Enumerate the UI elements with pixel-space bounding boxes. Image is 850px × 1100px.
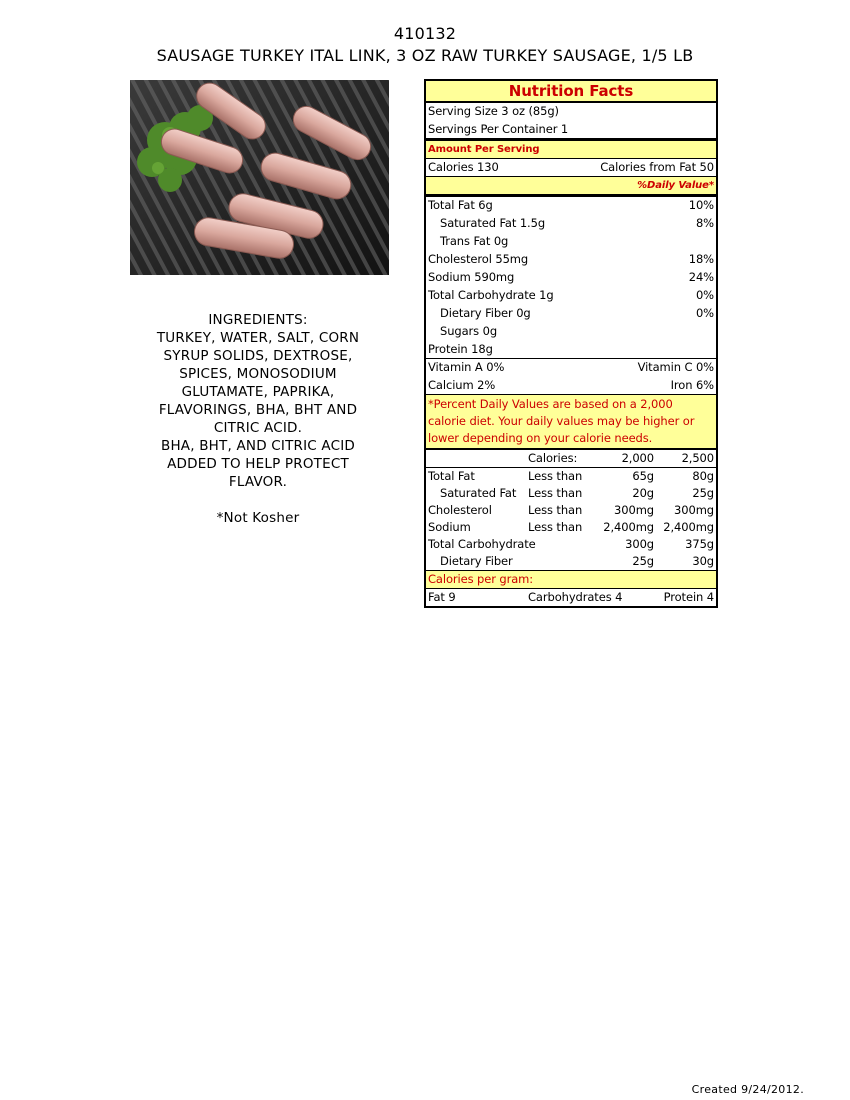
calories-row xyxy=(426,159,716,177)
ingredients-line: ADDED TO HELP PROTECT xyxy=(167,456,349,472)
ingredients-line: SYRUP SOLIDS, DEXTROSE, xyxy=(163,348,353,364)
ingredients-line: FLAVOR. xyxy=(228,474,288,490)
ingredients-line: BHA, BHT, AND CITRIC ACID xyxy=(160,438,356,454)
nutrition-facts-label xyxy=(424,79,718,608)
daily-value-heading: %Daily Value* xyxy=(426,177,716,197)
created-date: Created 9/24/2012. xyxy=(691,1083,804,1096)
minerals-row xyxy=(426,377,716,395)
daily-value-disclaimer: *Percent Daily Values are based on a 2,000 calorie diet. Your daily values may be higher or lower depending on your calorie needs. xyxy=(426,395,716,450)
vitamins-row xyxy=(426,359,716,377)
ingredients-heading: INGREDIENTS: xyxy=(208,312,308,328)
ingredients-line: SPICES, MONOSODIUM xyxy=(179,366,337,382)
ingredients-line: CITRIC ACID. xyxy=(213,420,303,436)
servings-per-container: Servings Per Container 1 xyxy=(426,121,716,141)
reference-row: Dietary Fiber 25g 30g xyxy=(426,553,716,571)
serving-size: Serving Size 3 oz (85g) xyxy=(428,104,559,118)
nutrient-row: Protein 18g xyxy=(426,341,716,359)
reference-row: Total Fat Less than 65g 80g xyxy=(428,469,714,483)
nutrient-row: Trans Fat 0g xyxy=(440,234,509,248)
reference-row: Saturated Fat Less than 20g 25g xyxy=(440,486,714,500)
calories-per-gram-label: Calories per gram: xyxy=(426,571,716,589)
ingredients-block xyxy=(140,311,376,491)
product-title: SAUSAGE TURKEY ITAL LINK, 3 OZ RAW TURKEY SAUSAGE, 1/5 LB xyxy=(156,46,694,65)
vitamin-a: Vitamin A 0% xyxy=(428,360,505,374)
nutrient-row: Cholesterol 55mg 18% xyxy=(428,252,714,266)
calories-from-fat: Calories from Fat 50 xyxy=(600,160,714,174)
reference-row: Cholesterol Less than 300mg 300mg xyxy=(428,503,714,517)
nutrient-row: Total Carbohydrate 1g 0% xyxy=(428,288,714,302)
nutrient-row: Total Fat 6g 10% xyxy=(428,198,714,212)
kosher-note: *Not Kosher xyxy=(216,510,300,526)
product-code: 410132 xyxy=(393,24,457,43)
calcium: Calcium 2% xyxy=(428,378,496,392)
nutrient-row: Sodium 590mg 24% xyxy=(428,270,714,284)
product-photo xyxy=(130,80,389,275)
vitamin-c: Vitamin C 0% xyxy=(637,360,714,374)
iron: Iron 6% xyxy=(670,378,714,392)
reference-header: Calories: 2,000 2,500 xyxy=(426,450,716,468)
nutrition-facts-title: Nutrition Facts xyxy=(426,81,716,103)
ingredients-line: GLUTAMATE, PAPRIKA, xyxy=(181,384,335,400)
reference-row: Total Carbohydrate 300g 375g xyxy=(428,537,714,551)
nutrient-row: Sugars 0g xyxy=(440,324,498,338)
ingredients-line: TURKEY, WATER, SALT, CORN xyxy=(156,330,360,346)
reference-row: Sodium Less than 2,400mg 2,400mg xyxy=(428,520,714,534)
nutrient-row: Dietary Fiber 0g 0% xyxy=(440,306,714,320)
nutrient-row: Saturated Fat 1.5g 8% xyxy=(440,216,714,230)
calories: Calories 130 xyxy=(428,160,499,174)
amount-per-serving: Amount Per Serving xyxy=(426,141,716,159)
ingredients-line: FLAVORINGS, BHA, BHT AND xyxy=(158,402,358,418)
calories-per-gram-row: Fat 9 Carbohydrates 4 Protein 4 xyxy=(428,590,714,604)
